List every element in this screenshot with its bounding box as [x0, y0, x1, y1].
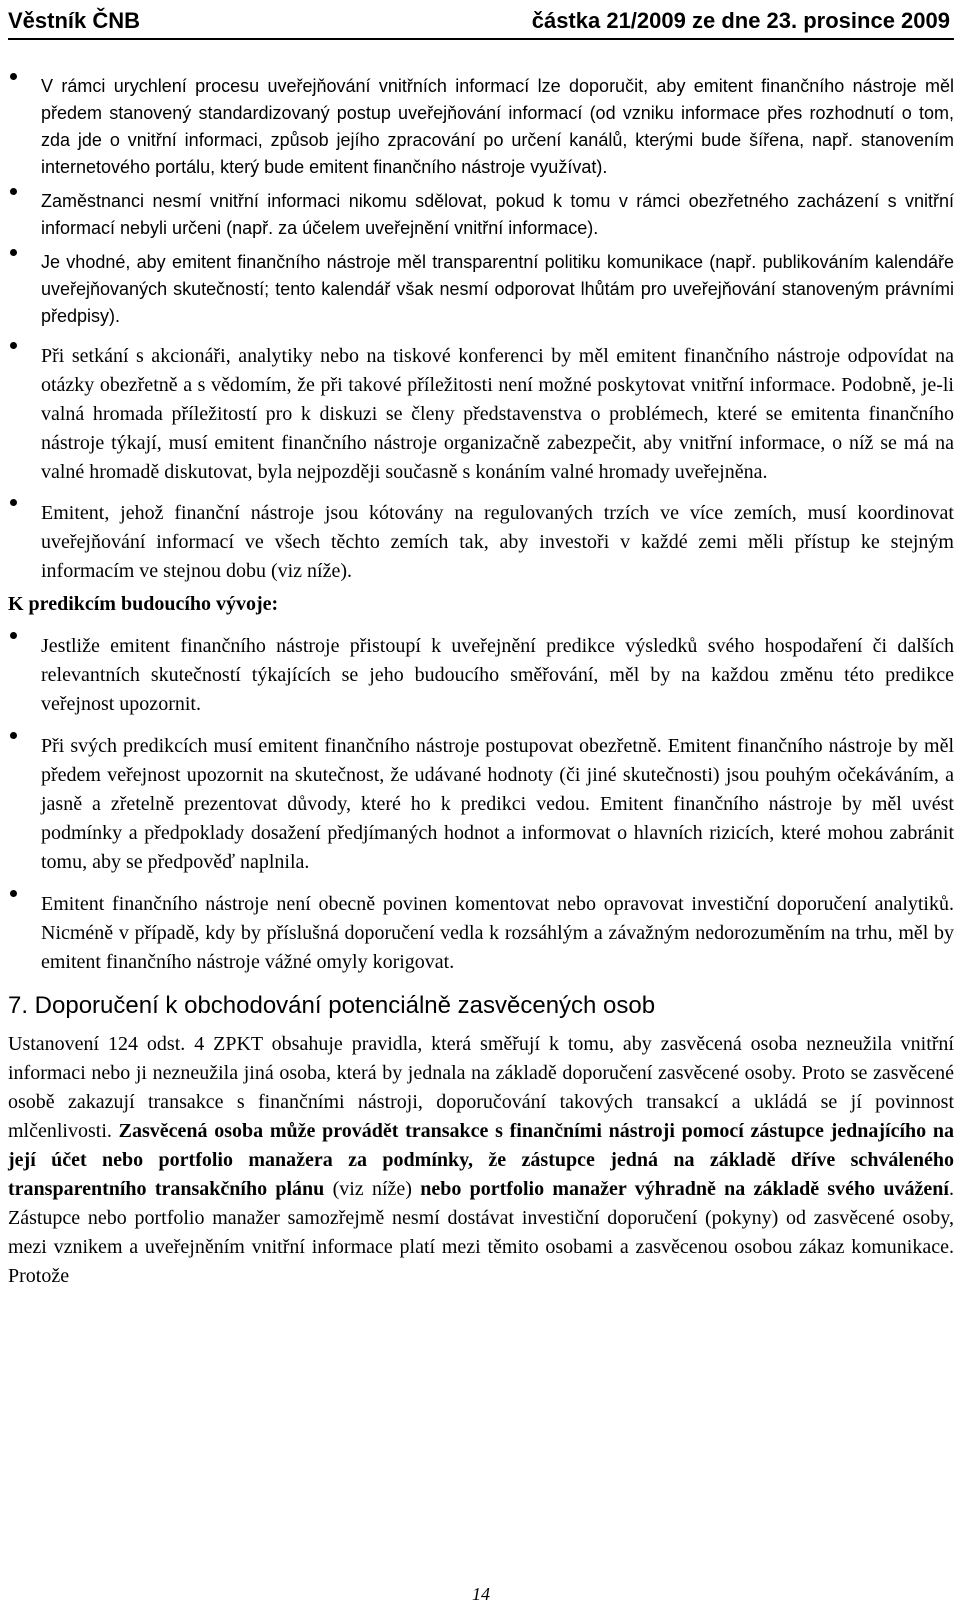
paragraph-text: Ustanovení 124 odst. 4 ZPKT obsahuje pravidla, která směřují k tomu, aby zasvěcená osoba nezneužila vnitřní informaci nebo ji nezneužila jiná osoba, která by jednala na základě doporučení zasvěcené osoby. Proto se zasvěcené osobě zakazují transakce s finančními nástroji, doporučování takových transakcí a ukládá se jí povinnost mlčenlivosti.: [8, 1033, 954, 1142]
bullet-item: Emitent, jehož finanční nástroje jsou kótovány na regulovaných trzích ve více zemích, musí koordinovat uveřejňování informací ve všech těchto zemích tak, aby investoři v každé zemi měli přístup ke stejným informacím ve stejnou dobu (viz níže).: [8, 499, 954, 586]
section-paragraph: [8, 1030, 954, 1291]
paragraph-bold-text: nebo portfolio manažer výhradně na základě svého uvážení: [420, 1178, 949, 1200]
bullet-item: Zaměstnanci nesmí vnitřní informaci nikomu sdělovat, pokud k tomu v rámci obezřetného zacházení s vnitřní informací nebyli určeni (např. za účelem uveřejnění vnitřní informace).: [8, 188, 954, 242]
issue-info: částka 21/2009 ze dne 23. prosince 2009: [531, 8, 950, 33]
paragraph-text: (viz níže): [324, 1178, 421, 1200]
document-page: [8, 0, 954, 1617]
bullet-item: V rámci urychlení procesu uveřejňování vnitřních informací lze doporučit, aby emitent finančního nástroje měl předem stanovený standardizovaný postup uveřejňování informací (od vzniku informace přes rozhodnutí o tom, zda jde o vnitřní informaci, způsob jejího zpracování po určení kanálů, kterými bude šířena, např. stanovením internetového portálu, který bude emitent finančního nástroje využívat).: [8, 73, 954, 181]
intro-bullet-list: [8, 73, 954, 586]
section-heading: 7. Doporučení k obchodování potenciálně zasvěcených osob: [8, 992, 656, 1019]
bullet-item: Je vhodné, aby emitent finančního nástroje měl transparentní politiku komunikace (např. publikováním kalendáře uveřejňovaných skutečností; tento kalendář však nesmí odporovat lhůtám pro uveřejňování stanoveným právními předpisy).: [8, 249, 954, 330]
page-number: 14: [472, 1584, 490, 1604]
predictions-subheading: K predikcím budoucího vývoje:: [8, 593, 279, 615]
paragraph-bold-text: Zasvěcená osoba může provádět transakce s finančními nástroji pomocí zástupce jednajícího na její účet nebo portfolio manažera za podmínky, že zástupce jedná na základě dříve schváleného transparentního transakčního plánu: [8, 1120, 954, 1200]
document-body: [8, 73, 954, 1291]
page-header: [8, 6, 954, 40]
predictions-bullet-list: [8, 632, 954, 977]
bullet-item: Při svých predikcích musí emitent finančního nástroje postupovat obezřetně. Emitent finančního nástroje by měl předem veřejnost upozornit na skutečnost, že udávané hodnoty (či jiné skutečnosti) jsou pouhým očekáváním, a jasně a zřetelně prezentovat důvody, které ho k predikci vedou. Emitent finančního nástroje by měl uvést podmínky a předpoklady dosažení předjímaných hodnot a informovat o hlavních rizicích, které mohou zabránit tomu, aby se předpověď naplnila.: [8, 732, 954, 877]
bullet-item: Jestliže emitent finančního nástroje přistoupí k uveřejnění predikce výsledků svého hospodaření či dalších relevantních skutečností týkajících se jeho budoucího směřování, měl by na každou změnu této predikce veřejnost upozornit.: [8, 632, 954, 719]
bullet-item: Emitent finančního nástroje není obecně povinen komentovat nebo opravovat investiční doporučení analytiků. Nicméně v případě, kdy by příslušná doporučení vedla k rozsáhlým a závažným nedorozuměním na trhu, měl by emitent finančního nástroje vážné omyly korigovat.: [8, 890, 954, 977]
paragraph-text: . Zástupce nebo portfolio manažer samozřejmě nesmí dostávat investiční doporučení (pokyny) od zasvěcené osoby, mezi vznikem a uveřejněním vnitřní informace platí mezi těmito osobami a zasvěcenou osobou zákaz komunikace. Protože: [8, 1178, 954, 1287]
journal-title: Věstník ČNB: [8, 8, 141, 33]
bullet-item: Při setkání s akcionáři, analytiky nebo na tiskové konferenci by měl emitent finančního nástroje odpovídat na otázky obezřetně a s vědomím, že při takové příležitosti není možné poskytovat vnitřní informace. Podobně, je-li valná hromada příležitostí pro k diskuzi se členy představenstva o problémech, které se emitenta finančního nástroje týkají, musí emitent finančního nástroje organizačně zabezpečit, aby vnitřní informace, o níž se má na valné hromadě diskutovat, byla nejpozději současně s konáním valné hromady uveřejněna.: [8, 342, 954, 487]
